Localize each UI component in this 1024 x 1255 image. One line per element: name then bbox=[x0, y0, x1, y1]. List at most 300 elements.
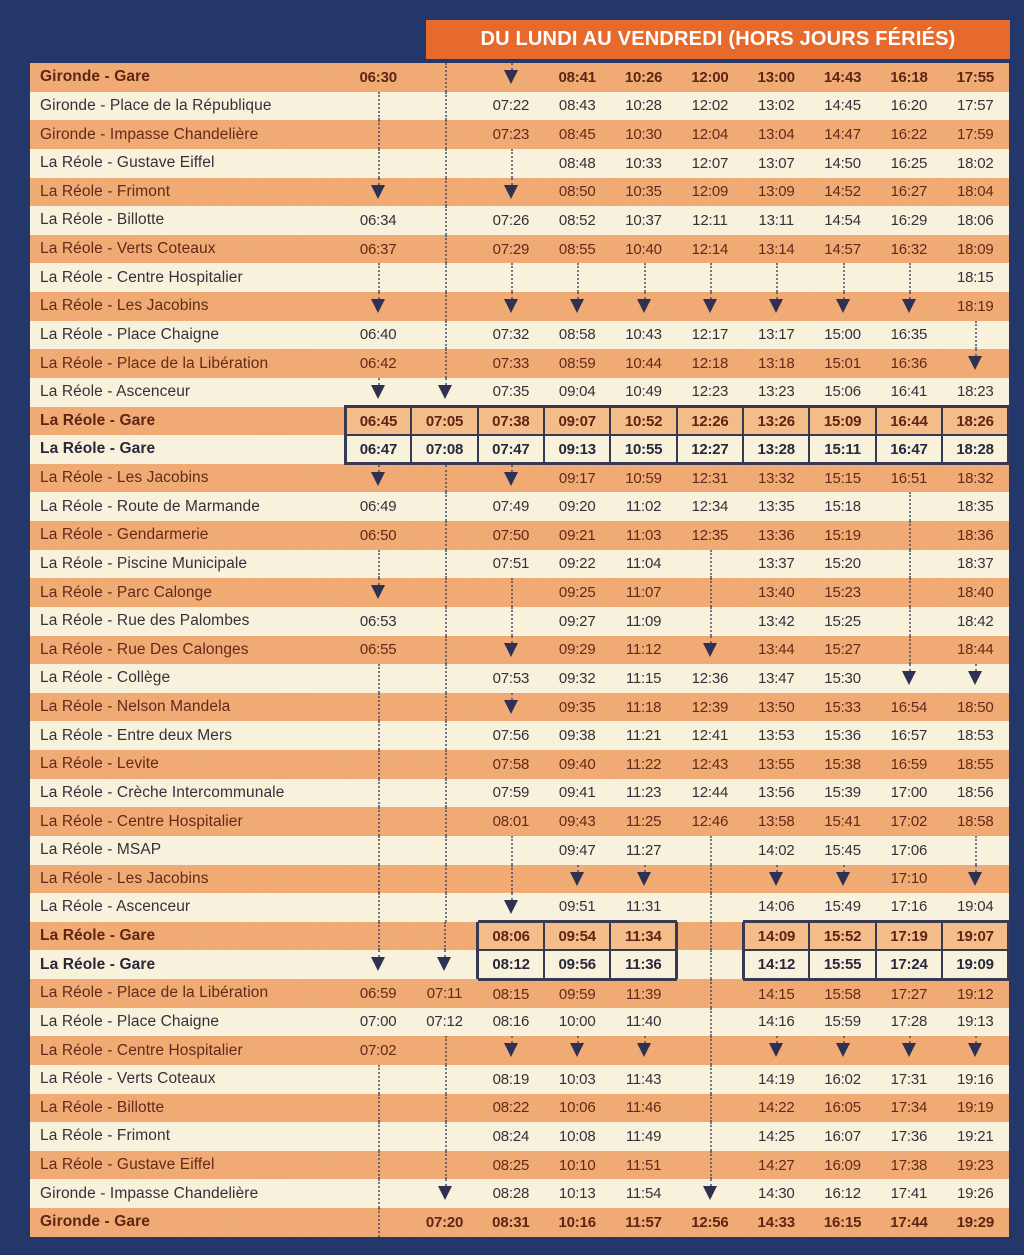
no-stop-cell bbox=[345, 578, 411, 607]
route-continuation-line bbox=[445, 1151, 447, 1180]
departure-time-cell: 13:14 bbox=[743, 235, 809, 264]
departure-time-cell: 18:28 bbox=[942, 435, 1008, 464]
departure-time-cell: 07:33 bbox=[478, 349, 544, 378]
route-continuation-cell bbox=[411, 1122, 477, 1151]
timetable-row bbox=[30, 235, 1009, 264]
departure-time-cell: 08:45 bbox=[544, 120, 610, 149]
departure-time-cell: 12:02 bbox=[677, 92, 743, 121]
route-continuation-line bbox=[975, 664, 977, 671]
departure-time-cell: 12:27 bbox=[677, 435, 743, 464]
route-continuation-cell bbox=[345, 664, 411, 693]
no-stop-cell bbox=[610, 292, 676, 321]
departure-time-cell: 16:09 bbox=[809, 1151, 875, 1180]
route-continuation-line bbox=[445, 349, 447, 378]
route-continuation-line bbox=[644, 263, 646, 292]
departure-time-cell: 08:28 bbox=[478, 1179, 544, 1208]
route-arrow-icon bbox=[637, 872, 651, 886]
route-continuation-cell bbox=[345, 1208, 411, 1237]
route-continuation-line bbox=[378, 893, 380, 922]
route-arrow-icon bbox=[703, 643, 717, 657]
route-continuation-cell bbox=[876, 492, 942, 521]
timetable-row bbox=[30, 922, 1009, 951]
departure-time-cell: 11:57 bbox=[610, 1208, 676, 1237]
stop-name-cell: La Réole - Route de Marmande bbox=[30, 492, 345, 521]
timetable-row bbox=[30, 1179, 1009, 1208]
departure-time-cell: 08:50 bbox=[544, 178, 610, 207]
departure-time-cell: 07:00 bbox=[345, 1008, 411, 1037]
departure-time-cell: 06:34 bbox=[345, 206, 411, 235]
departure-time-cell: 13:56 bbox=[743, 779, 809, 808]
route-continuation-line bbox=[710, 922, 712, 951]
departure-time-cell: 13:18 bbox=[743, 349, 809, 378]
departure-time-cell: 13:07 bbox=[743, 149, 809, 178]
route-continuation-cell bbox=[411, 1036, 477, 1065]
route-continuation-cell bbox=[743, 263, 809, 292]
route-arrow-icon bbox=[437, 957, 451, 971]
route-continuation-cell bbox=[478, 836, 544, 865]
weekday-schedule-banner: DU LUNDI AU VENDREDI (HORS JOURS FÉRIÉS) bbox=[426, 20, 1010, 59]
route-continuation-cell bbox=[411, 1151, 477, 1180]
route-continuation-line bbox=[710, 1122, 712, 1151]
route-continuation-line bbox=[710, 263, 712, 292]
route-arrow-icon bbox=[836, 1043, 850, 1057]
departure-time-cell: 13:36 bbox=[743, 521, 809, 550]
departure-time-cell: 16:15 bbox=[809, 1208, 875, 1237]
route-continuation-cell bbox=[345, 120, 411, 149]
route-continuation-cell bbox=[677, 1151, 743, 1180]
departure-time-cell: 12:43 bbox=[677, 750, 743, 779]
route-continuation-cell bbox=[478, 578, 544, 607]
departure-time-cell: 14:16 bbox=[743, 1008, 809, 1037]
departure-time-cell: 10:03 bbox=[544, 1065, 610, 1094]
departure-time-cell: 12:36 bbox=[677, 664, 743, 693]
departure-time-cell: 13:47 bbox=[743, 664, 809, 693]
route-continuation-line bbox=[710, 1094, 712, 1123]
no-stop-cell bbox=[345, 464, 411, 493]
departure-time-cell: 18:35 bbox=[942, 492, 1008, 521]
route-continuation-line bbox=[445, 292, 447, 321]
route-continuation-cell bbox=[345, 693, 411, 722]
route-continuation-line bbox=[843, 1036, 845, 1043]
departure-time-cell: 11:07 bbox=[610, 578, 676, 607]
stop-name-cell: Gironde - Place de la République bbox=[30, 92, 345, 121]
stop-name-cell: Gironde - Impasse Chandelière bbox=[30, 120, 345, 149]
departure-time-cell: 19:07 bbox=[942, 922, 1008, 951]
route-continuation-cell bbox=[677, 893, 743, 922]
departure-time-cell: 18:06 bbox=[942, 206, 1008, 235]
departure-time-cell: 09:40 bbox=[544, 750, 610, 779]
route-continuation-line bbox=[710, 865, 712, 894]
departure-time-cell: 15:01 bbox=[809, 349, 875, 378]
route-arrow-icon bbox=[637, 1043, 651, 1057]
stop-name-cell: La Réole - Place de la Libération bbox=[30, 349, 345, 378]
departure-time-cell: 17:38 bbox=[876, 1151, 942, 1180]
departure-time-cell: 08:58 bbox=[544, 321, 610, 350]
departure-time-cell: 07:20 bbox=[411, 1208, 477, 1237]
departure-time-cell: 09:27 bbox=[544, 607, 610, 636]
timetable-row bbox=[30, 865, 1009, 894]
route-continuation-line bbox=[843, 292, 845, 299]
departure-time-cell: 09:38 bbox=[544, 721, 610, 750]
route-continuation-cell bbox=[411, 693, 477, 722]
stop-name-cell: La Réole - Place Chaigne bbox=[30, 321, 345, 350]
no-stop-cell bbox=[677, 636, 743, 665]
departure-time-cell: 07:38 bbox=[478, 407, 544, 436]
departure-time-cell: 13:26 bbox=[743, 407, 809, 436]
departure-time-cell: 18:40 bbox=[942, 578, 1008, 607]
route-continuation-line bbox=[378, 378, 380, 385]
route-continuation-line bbox=[445, 1094, 447, 1123]
route-arrow-icon bbox=[504, 643, 518, 657]
stop-name-cell: La Réole - Gendarmerie bbox=[30, 521, 345, 550]
no-stop-cell bbox=[478, 464, 544, 493]
route-arrow-icon bbox=[371, 957, 385, 971]
route-continuation-cell bbox=[677, 578, 743, 607]
departure-time-cell: 15:30 bbox=[809, 664, 875, 693]
departure-time-cell: 10:28 bbox=[610, 92, 676, 121]
route-continuation-cell bbox=[411, 893, 477, 922]
timetable-row bbox=[30, 263, 1009, 292]
route-continuation-line bbox=[445, 607, 447, 636]
route-arrow-icon bbox=[371, 185, 385, 199]
departure-time-cell: 15:38 bbox=[809, 750, 875, 779]
route-arrow-icon bbox=[769, 299, 783, 313]
departure-time-cell: 08:55 bbox=[544, 235, 610, 264]
timetable-row bbox=[30, 893, 1009, 922]
departure-time-cell: 10:26 bbox=[610, 63, 676, 92]
departure-time-cell: 16:47 bbox=[876, 435, 942, 464]
route-continuation-cell bbox=[411, 636, 477, 665]
route-continuation-cell bbox=[411, 750, 477, 779]
departure-time-cell: 17:10 bbox=[876, 865, 942, 894]
departure-time-cell: 09:32 bbox=[544, 664, 610, 693]
departure-time-cell: 14:22 bbox=[743, 1094, 809, 1123]
stop-name-cell: La Réole - Centre Hospitalier bbox=[30, 1036, 345, 1065]
timetable-row bbox=[30, 407, 1009, 436]
departure-time-cell: 17:36 bbox=[876, 1122, 942, 1151]
departure-time-cell: 13:02 bbox=[743, 92, 809, 121]
no-stop-cell bbox=[942, 664, 1008, 693]
timetable-row bbox=[30, 550, 1009, 579]
stop-name-cell: La Réole - Gare bbox=[30, 435, 345, 464]
route-continuation-line bbox=[445, 521, 447, 550]
departure-time-cell: 13:28 bbox=[743, 435, 809, 464]
departure-time-cell: 16:07 bbox=[809, 1122, 875, 1151]
timetable-row bbox=[30, 1208, 1009, 1237]
route-continuation-line bbox=[378, 664, 380, 693]
departure-time-cell: 15:18 bbox=[809, 492, 875, 521]
departure-time-cell: 11:12 bbox=[610, 636, 676, 665]
departure-time-cell: 06:49 bbox=[345, 492, 411, 521]
departure-time-cell: 12:26 bbox=[677, 407, 743, 436]
departure-time-cell: 07:49 bbox=[478, 492, 544, 521]
departure-time-cell: 08:59 bbox=[544, 349, 610, 378]
departure-time-cell: 09:51 bbox=[544, 893, 610, 922]
departure-time-cell: 16:25 bbox=[876, 149, 942, 178]
departure-time-cell: 07:47 bbox=[478, 435, 544, 464]
stop-name-cell: Gironde - Gare bbox=[30, 63, 345, 92]
departure-time-cell: 18:32 bbox=[942, 464, 1008, 493]
timetable-row bbox=[30, 178, 1009, 207]
route-continuation-line bbox=[644, 865, 646, 872]
departure-time-cell: 15:27 bbox=[809, 636, 875, 665]
route-continuation-cell bbox=[345, 807, 411, 836]
departure-time-cell: 12:35 bbox=[677, 521, 743, 550]
departure-time-cell: 17:19 bbox=[876, 922, 942, 951]
departure-time-cell: 13:23 bbox=[743, 378, 809, 407]
no-stop-cell bbox=[345, 178, 411, 207]
route-continuation-line bbox=[445, 750, 447, 779]
departure-time-cell: 08:25 bbox=[478, 1151, 544, 1180]
departure-time-cell: 18:42 bbox=[942, 607, 1008, 636]
route-continuation-cell bbox=[345, 750, 411, 779]
departure-time-cell: 14:30 bbox=[743, 1179, 809, 1208]
route-continuation-line bbox=[909, 521, 911, 550]
route-continuation-line bbox=[909, 292, 911, 299]
departure-time-cell: 18:09 bbox=[942, 235, 1008, 264]
route-continuation-line bbox=[378, 578, 380, 585]
route-continuation-line bbox=[445, 578, 447, 607]
timetable-row bbox=[30, 807, 1009, 836]
route-continuation-line bbox=[511, 578, 513, 607]
departure-time-cell: 19:26 bbox=[942, 1179, 1008, 1208]
departure-time-cell: 07:26 bbox=[478, 206, 544, 235]
departure-time-cell: 10:06 bbox=[544, 1094, 610, 1123]
departure-time-cell: 07:50 bbox=[478, 521, 544, 550]
route-continuation-line bbox=[843, 263, 845, 292]
timetable-row bbox=[30, 836, 1009, 865]
departure-time-cell: 12:00 bbox=[677, 63, 743, 92]
departure-time-cell: 11:31 bbox=[610, 893, 676, 922]
departure-time-cell: 14:06 bbox=[743, 893, 809, 922]
departure-time-cell: 19:19 bbox=[942, 1094, 1008, 1123]
departure-time-cell: 19:16 bbox=[942, 1065, 1008, 1094]
departure-time-cell: 09:43 bbox=[544, 807, 610, 836]
route-continuation-line bbox=[511, 465, 513, 472]
route-continuation-cell bbox=[411, 235, 477, 264]
departure-time-cell: 19:29 bbox=[942, 1208, 1008, 1237]
departure-time-cell: 13:37 bbox=[743, 550, 809, 579]
route-continuation-cell bbox=[876, 263, 942, 292]
no-stop-cell bbox=[544, 865, 610, 894]
route-continuation-cell bbox=[478, 865, 544, 894]
no-stop-cell bbox=[743, 865, 809, 894]
departure-time-cell: 18:15 bbox=[942, 263, 1008, 292]
departure-time-cell: 14:57 bbox=[809, 235, 875, 264]
departure-time-cell: 15:36 bbox=[809, 721, 875, 750]
departure-time-cell: 18:44 bbox=[942, 636, 1008, 665]
departure-time-cell: 07:08 bbox=[411, 435, 477, 464]
departure-time-cell: 07:32 bbox=[478, 321, 544, 350]
no-stop-cell bbox=[610, 1036, 676, 1065]
departure-time-cell: 18:26 bbox=[942, 407, 1008, 436]
route-continuation-cell bbox=[677, 1065, 743, 1094]
departure-time-cell: 13:17 bbox=[743, 321, 809, 350]
departure-time-cell: 11:18 bbox=[610, 693, 676, 722]
route-continuation-cell bbox=[345, 836, 411, 865]
route-continuation-cell bbox=[677, 1008, 743, 1037]
route-continuation-cell bbox=[411, 664, 477, 693]
no-stop-cell bbox=[411, 1179, 477, 1208]
stop-name-cell: La Réole - Gustave Eiffel bbox=[30, 149, 345, 178]
route-continuation-line bbox=[445, 693, 447, 722]
no-stop-cell bbox=[876, 664, 942, 693]
departure-time-cell: 09:47 bbox=[544, 836, 610, 865]
departure-time-cell: 15:55 bbox=[809, 950, 875, 979]
departure-time-cell: 09:17 bbox=[544, 464, 610, 493]
no-stop-cell bbox=[809, 1036, 875, 1065]
route-continuation-cell bbox=[411, 292, 477, 321]
departure-time-cell: 06:53 bbox=[345, 607, 411, 636]
departure-time-cell: 11:39 bbox=[610, 979, 676, 1008]
route-arrow-icon bbox=[902, 1043, 916, 1057]
route-continuation-line bbox=[445, 865, 447, 894]
departure-time-cell: 17:24 bbox=[876, 950, 942, 979]
departure-time-cell: 15:45 bbox=[809, 836, 875, 865]
departure-time-cell: 12:46 bbox=[677, 807, 743, 836]
departure-time-cell: 06:42 bbox=[345, 349, 411, 378]
route-continuation-line bbox=[511, 893, 513, 900]
route-arrow-icon bbox=[968, 671, 982, 685]
departure-time-cell: 14:47 bbox=[809, 120, 875, 149]
route-continuation-cell bbox=[411, 807, 477, 836]
route-continuation-line bbox=[445, 1065, 447, 1094]
departure-time-cell: 11:49 bbox=[610, 1122, 676, 1151]
stop-name-cell: Gironde - Impasse Chandelière bbox=[30, 1179, 345, 1208]
no-stop-cell bbox=[610, 865, 676, 894]
departure-time-cell: 10:37 bbox=[610, 206, 676, 235]
departure-time-cell: 06:47 bbox=[345, 435, 411, 464]
route-continuation-line bbox=[710, 1008, 712, 1037]
route-continuation-line bbox=[445, 178, 447, 207]
route-continuation-cell bbox=[876, 521, 942, 550]
departure-time-cell: 11:27 bbox=[610, 836, 676, 865]
route-continuation-line bbox=[909, 1036, 911, 1043]
departure-time-cell: 06:40 bbox=[345, 321, 411, 350]
departure-time-cell: 11:25 bbox=[610, 807, 676, 836]
route-continuation-line bbox=[378, 120, 380, 149]
route-continuation-line bbox=[577, 263, 579, 292]
departure-time-cell: 06:37 bbox=[345, 235, 411, 264]
timetable-row bbox=[30, 435, 1009, 464]
route-continuation-cell bbox=[942, 836, 1008, 865]
departure-time-cell: 13:09 bbox=[743, 178, 809, 207]
route-continuation-line bbox=[378, 750, 380, 779]
departure-time-cell: 08:16 bbox=[478, 1008, 544, 1037]
departure-time-cell: 08:12 bbox=[478, 950, 544, 979]
route-arrow-icon bbox=[371, 385, 385, 399]
departure-time-cell: 09:29 bbox=[544, 636, 610, 665]
departure-time-cell: 19:12 bbox=[942, 979, 1008, 1008]
departure-time-cell: 14:02 bbox=[743, 836, 809, 865]
route-continuation-cell bbox=[677, 950, 743, 979]
departure-time-cell: 18:55 bbox=[942, 750, 1008, 779]
timetable-row bbox=[30, 636, 1009, 665]
departure-time-cell: 09:59 bbox=[544, 979, 610, 1008]
departure-time-cell: 14:27 bbox=[743, 1151, 809, 1180]
departure-time-cell: 16:44 bbox=[876, 407, 942, 436]
departure-time-cell: 07:35 bbox=[478, 378, 544, 407]
route-continuation-line bbox=[445, 1036, 447, 1065]
departure-time-cell: 08:41 bbox=[544, 63, 610, 92]
route-arrow-icon bbox=[504, 1043, 518, 1057]
departure-time-cell: 18:04 bbox=[942, 178, 1008, 207]
departure-time-cell: 17:00 bbox=[876, 779, 942, 808]
route-continuation-line bbox=[843, 865, 845, 872]
departure-time-cell: 10:00 bbox=[544, 1008, 610, 1037]
timetable-row bbox=[30, 664, 1009, 693]
departure-time-cell: 11:43 bbox=[610, 1065, 676, 1094]
route-arrow-icon bbox=[637, 299, 651, 313]
departure-time-cell: 09:41 bbox=[544, 779, 610, 808]
stop-name-cell: La Réole - Gare bbox=[30, 407, 345, 436]
route-continuation-line bbox=[378, 1179, 380, 1208]
no-stop-cell bbox=[544, 292, 610, 321]
no-stop-cell bbox=[544, 1036, 610, 1065]
departure-time-cell: 16:02 bbox=[809, 1065, 875, 1094]
departure-time-cell: 14:33 bbox=[743, 1208, 809, 1237]
departure-time-cell: 17:16 bbox=[876, 893, 942, 922]
route-continuation-line bbox=[511, 178, 513, 185]
route-continuation-cell bbox=[411, 521, 477, 550]
departure-time-cell: 10:55 bbox=[610, 435, 676, 464]
departure-time-cell: 10:08 bbox=[544, 1122, 610, 1151]
route-arrow-icon bbox=[570, 299, 584, 313]
route-arrow-icon bbox=[703, 299, 717, 313]
departure-time-cell: 13:50 bbox=[743, 693, 809, 722]
departure-time-cell: 09:04 bbox=[544, 378, 610, 407]
departure-time-cell: 16:29 bbox=[876, 206, 942, 235]
route-arrow-icon bbox=[703, 1186, 717, 1200]
route-arrow-icon bbox=[968, 356, 982, 370]
no-stop-cell bbox=[411, 378, 477, 407]
departure-time-cell: 18:19 bbox=[942, 292, 1008, 321]
route-continuation-line bbox=[577, 1036, 579, 1043]
route-continuation-line bbox=[710, 979, 712, 1008]
route-continuation-line bbox=[445, 149, 447, 178]
departure-time-cell: 15:59 bbox=[809, 1008, 875, 1037]
stop-name-cell: La Réole - Place de la Libération bbox=[30, 979, 345, 1008]
departure-time-cell: 17:31 bbox=[876, 1065, 942, 1094]
route-continuation-line bbox=[511, 1036, 513, 1043]
departure-time-cell: 10:44 bbox=[610, 349, 676, 378]
departure-time-cell: 14:09 bbox=[743, 922, 809, 951]
departure-time-cell: 16:27 bbox=[876, 178, 942, 207]
departure-time-cell: 08:06 bbox=[478, 922, 544, 951]
stop-name-cell: La Réole - Ascenceur bbox=[30, 893, 345, 922]
route-continuation-line bbox=[378, 1151, 380, 1180]
route-continuation-cell bbox=[677, 865, 743, 894]
departure-time-cell: 19:04 bbox=[942, 893, 1008, 922]
departure-time-cell: 16:18 bbox=[876, 63, 942, 92]
route-arrow-icon bbox=[504, 185, 518, 199]
timetable-row bbox=[30, 321, 1009, 350]
departure-time-cell: 17:55 bbox=[942, 63, 1008, 92]
route-arrow-icon bbox=[570, 872, 584, 886]
route-continuation-line bbox=[909, 263, 911, 292]
stop-name-cell: La Réole - Centre Hospitalier bbox=[30, 263, 345, 292]
route-continuation-line bbox=[776, 263, 778, 292]
departure-time-cell: 17:59 bbox=[942, 120, 1008, 149]
departure-time-cell: 08:19 bbox=[478, 1065, 544, 1094]
departure-time-cell: 16:41 bbox=[876, 378, 942, 407]
route-arrow-icon bbox=[504, 700, 518, 714]
departure-time-cell: 12:41 bbox=[677, 721, 743, 750]
no-stop-cell bbox=[942, 1036, 1008, 1065]
route-continuation-line bbox=[378, 465, 380, 472]
departure-time-cell: 16:35 bbox=[876, 321, 942, 350]
departure-time-cell: 19:09 bbox=[942, 950, 1008, 979]
